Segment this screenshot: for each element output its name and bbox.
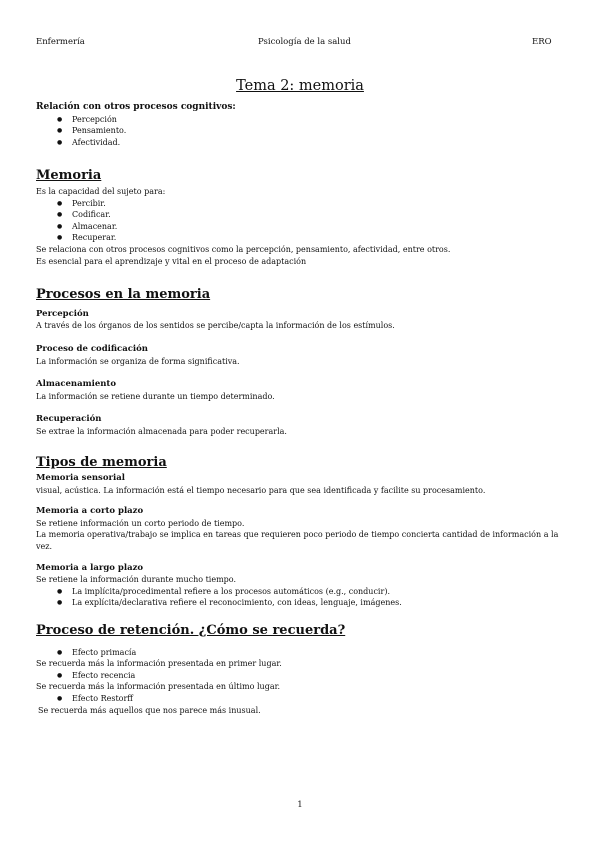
tipos-heading: Tipos de memoria — [36, 455, 167, 471]
header-center: Psicología de la salud — [258, 37, 351, 47]
corto-title: Memoria a corto plazo — [36, 506, 144, 517]
header-left: Enfermería — [36, 37, 85, 47]
list-item: ● Efecto Restorff — [72, 693, 566, 705]
list-item: ● Codificar. — [72, 209, 566, 221]
memoria-paragraph-2: Es esencial para el aprendizaje y vital en el proceso de adaptación — [36, 256, 307, 266]
header-right: ERO — [532, 37, 552, 47]
corto-text-2: La memoria operativa/trabajo se implica en tareas que requieren poco periodo de tiempo concierta cantidad de información a la vez. — [36, 530, 559, 552]
almacenamiento-text: La información se retiene durante un tiempo determinado. — [36, 391, 275, 401]
list-item: ● Recuperar. — [72, 232, 566, 244]
memoria-paragraph-1: Se relaciona con otros procesos cognitivos como la percepción, pensamiento, afectividad, entre otros. — [36, 244, 451, 254]
memoria-heading: Memoria — [36, 168, 102, 184]
memoria-list — [36, 198, 566, 244]
retencion-heading: Proceso de retención. ¿Cómo se recuerda? — [36, 623, 346, 638]
sensorial-text: visual, acústica. La información está el tiempo necesario para que sea identificada y facilite su procesamiento. — [36, 485, 486, 495]
recuperacion-text: Se extrae la información almacenada para poder recuperarla. — [36, 426, 287, 436]
effect-restorff — [36, 693, 566, 705]
list-item: ● Almacenar. — [72, 221, 566, 233]
effect-primacia — [36, 647, 566, 659]
recuperacion-title: Recuperación — [36, 414, 102, 425]
primacia-text: Se recuerda más la información presentada en primer lugar. — [36, 659, 282, 669]
largo-list — [36, 586, 566, 609]
list-item: ● Efecto primacía — [72, 647, 566, 659]
list-item: ● Percepción — [72, 114, 566, 126]
effect-recencia — [36, 670, 566, 682]
page-title: Tema 2: memoria — [236, 78, 364, 94]
largo-title: Memoria a largo plazo — [36, 562, 144, 573]
percepcion-text: A través de los órganos de los sentidos se percibe/capta la información de los estímulos. — [36, 321, 395, 331]
codificacion-text: La información se organiza de forma significativa. — [36, 356, 240, 366]
corto-text-1: Se retiene información un corto periodo de tiempo. — [36, 518, 245, 528]
sensorial-title: Memoria sensorial — [36, 473, 125, 484]
almacenamiento-title: Almacenamiento — [36, 379, 117, 390]
relacion-list — [36, 114, 566, 149]
codificacion-title: Proceso de codificación — [36, 343, 148, 354]
list-item: ● Afectividad. — [72, 137, 566, 149]
recencia-text: Se recuerda más la información presentada en último lugar. — [36, 682, 281, 692]
list-item: ● La implícita/procedimental refiere a los procesos automáticos (e.g., conducir). — [72, 586, 566, 598]
list-item: ● Pensamiento. — [72, 125, 566, 137]
page-number: 1 — [297, 800, 303, 810]
percepcion-title: Percepción — [36, 308, 89, 319]
restorff-text: Se recuerda más aquellos que nos parece más inusual. — [38, 705, 261, 715]
memoria-intro: Es la capacidad del sujeto para: — [36, 186, 166, 196]
procesos-heading: Procesos en la memoria — [36, 287, 211, 303]
list-item: ● Percibir. — [72, 198, 566, 210]
list-item: ● La explícita/declarativa refiere el reconocimiento, con ideas, lenguaje, imágenes. — [72, 597, 566, 609]
largo-text: Se retiene la información durante mucho tiempo. — [36, 575, 237, 585]
list-item: ● Efecto recencia — [72, 670, 566, 682]
document-body — [36, 102, 566, 716]
relacion-heading: Relación con otros procesos cognitivos: — [36, 102, 236, 112]
